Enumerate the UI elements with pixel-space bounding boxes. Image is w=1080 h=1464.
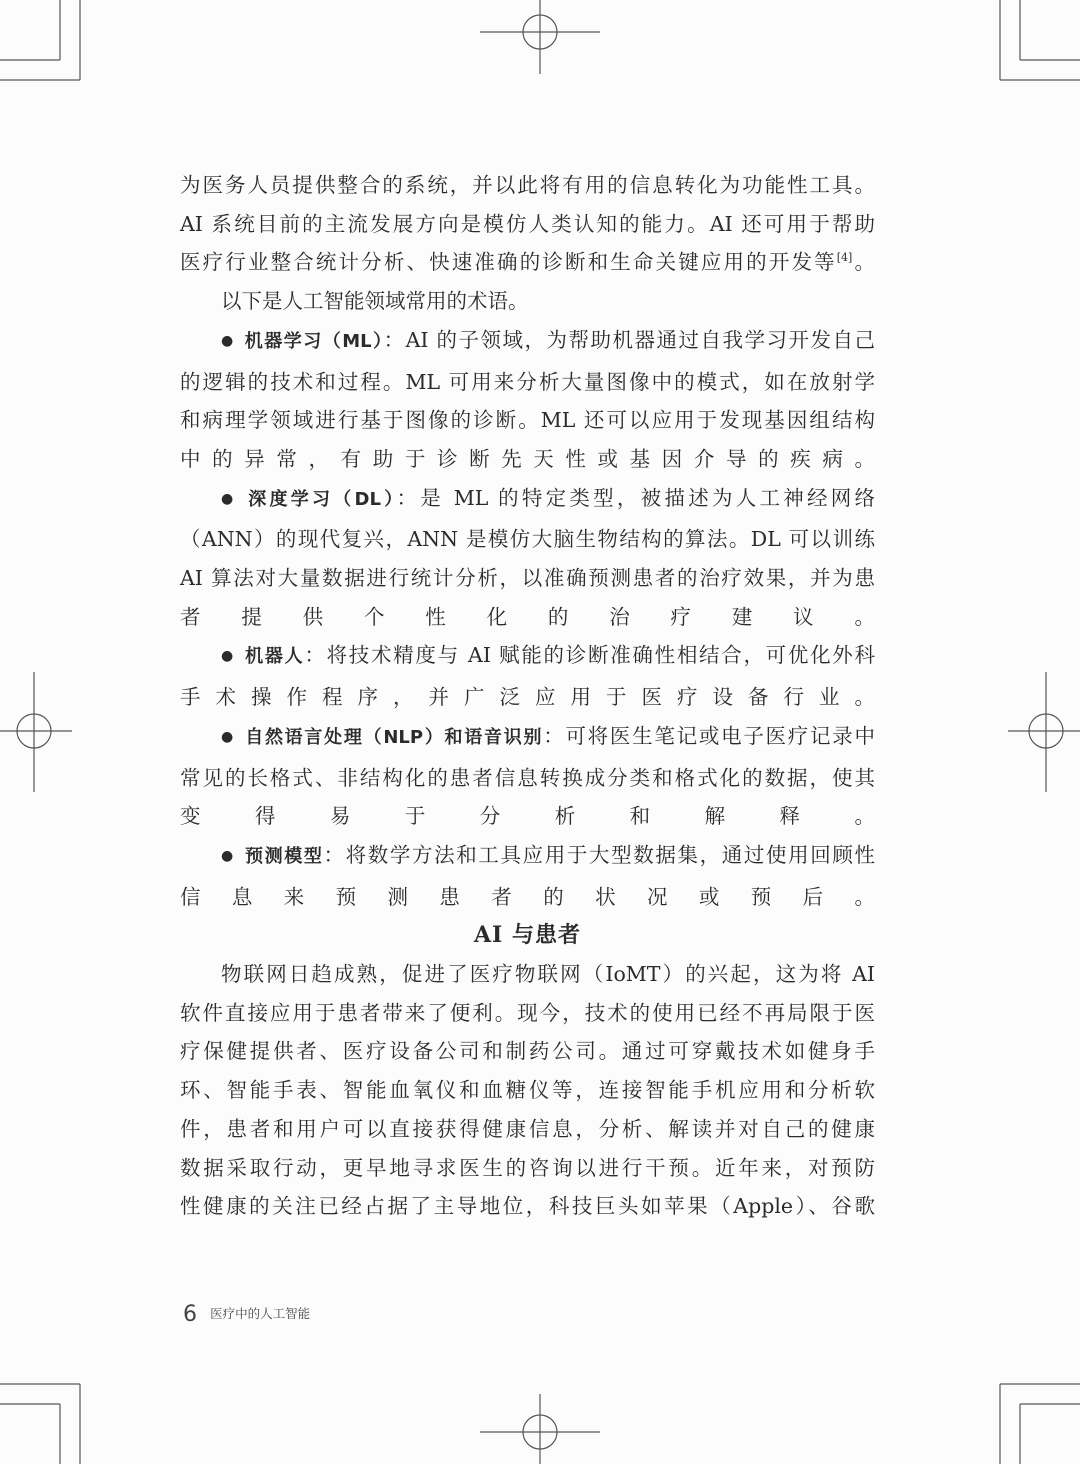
- line: ：AI 的子领域，为帮助机器通过自我学习开发自己: [383, 327, 875, 352]
- line: 件，患者和用户可以直接获得健康信息，分析、解读并对自己的健康: [180, 1116, 875, 1141]
- intro-paragraph: [180, 166, 875, 282]
- bullet-icon: ●: [221, 847, 235, 864]
- term-item-robot: [180, 636, 875, 716]
- line: 为医务人员提供整合的系统，并以此将有用的信息转化为功能性工具。: [180, 173, 875, 197]
- line: 环、智能手表、智能血氧仪和血糖仪等，连接智能手机应用和分析软: [180, 1078, 875, 1103]
- term-label: 深度学习（DL）: [248, 488, 397, 510]
- bullet-icon: ●: [221, 728, 235, 745]
- line-end: 。: [852, 250, 876, 275]
- term-label: 预测模型: [245, 845, 324, 867]
- line: AI 算法对大量数据进行统计分析，以准确预测患者的治疗效果，并为患: [180, 566, 875, 591]
- page-footer: [183, 1302, 310, 1327]
- line: 医疗行业整合统计分析、快速准确的诊断和生命关键应用的开发等: [180, 250, 837, 275]
- running-title: 医疗中的人工智能: [210, 1306, 311, 1321]
- section-heading: AI 与患者: [473, 922, 582, 949]
- body-text: [180, 166, 875, 1226]
- line: ：可将医生笔记或电子医疗记录中: [543, 723, 875, 748]
- line: 常见的长格式、非结构化的患者信息转换成分类和格式化的数据，使其: [180, 765, 875, 790]
- line: AI 系统目前的主流发展方向是模仿人类认知的能力。AI 还可用于帮助: [180, 211, 875, 236]
- term-label: 机器学习（ML）: [244, 330, 384, 352]
- term-item-predictive: [180, 836, 875, 916]
- line: ：将数学方法和工具应用于大型数据集，通过使用回顾性: [323, 842, 875, 867]
- line: 和病理学领域进行基于图像的诊断。ML 还可以应用于发现基因组结构: [180, 408, 875, 433]
- line: （ANN）的现代复兴，ANN 是模仿大脑生物结构的算法。DL 可以训练: [180, 527, 875, 552]
- line: 信息来预测患者的状况或预后。: [180, 884, 875, 909]
- bullet-icon: ●: [221, 332, 235, 349]
- line: 性健康的关注已经占据了主导地位，科技巨头如苹果（Apple）、谷歌: [180, 1194, 875, 1219]
- line: ：是 ML 的特定类型，被描述为人工神经网络: [396, 485, 875, 510]
- line: 数据采取行动，更早地寻求医生的咨询以进行干预。近年来，对预防: [180, 1155, 875, 1180]
- terms-intro: 以下是人工智能领域常用的术语。: [221, 289, 529, 314]
- term-item-dl: [180, 479, 875, 637]
- term-item-nlp: [180, 717, 875, 836]
- bullet-icon: ●: [221, 490, 237, 507]
- line: 疗保健提供者、医疗设备公司和制药公司。通过可穿戴技术如健身手: [180, 1039, 875, 1064]
- line: 变得易于分析和解释。: [180, 804, 875, 829]
- line: 软件直接应用于患者带来了便利。现今，技术的使用已经不再局限于医: [180, 1000, 875, 1025]
- citation-reference: [4]: [836, 251, 853, 265]
- line: 物联网日趋成熟，促进了医疗物联网（IoMT）的兴起，这为将 AI: [221, 962, 875, 987]
- page-number: 6: [183, 1302, 197, 1327]
- line: ：将技术精度与 AI 赋能的诊断准确性相结合，可优化外科: [304, 643, 876, 668]
- line: 手术操作程序，并广泛应用于医疗设备行业。: [180, 685, 875, 710]
- bullet-icon: ●: [221, 648, 235, 665]
- term-item-ml: [180, 321, 875, 479]
- line: 中的异常，有助于诊断先天性或基因介导的疾病。: [180, 446, 875, 471]
- term-label: 机器人: [245, 646, 305, 668]
- term-label: 自然语言处理（NLP）和语音识别: [245, 726, 544, 748]
- line: 的逻辑的技术和过程。ML 可用来分析大量图像中的模式，如在放射学: [180, 369, 875, 394]
- section-paragraph: [180, 955, 875, 1226]
- line: 者提供个性化的治疗建议。: [180, 604, 875, 629]
